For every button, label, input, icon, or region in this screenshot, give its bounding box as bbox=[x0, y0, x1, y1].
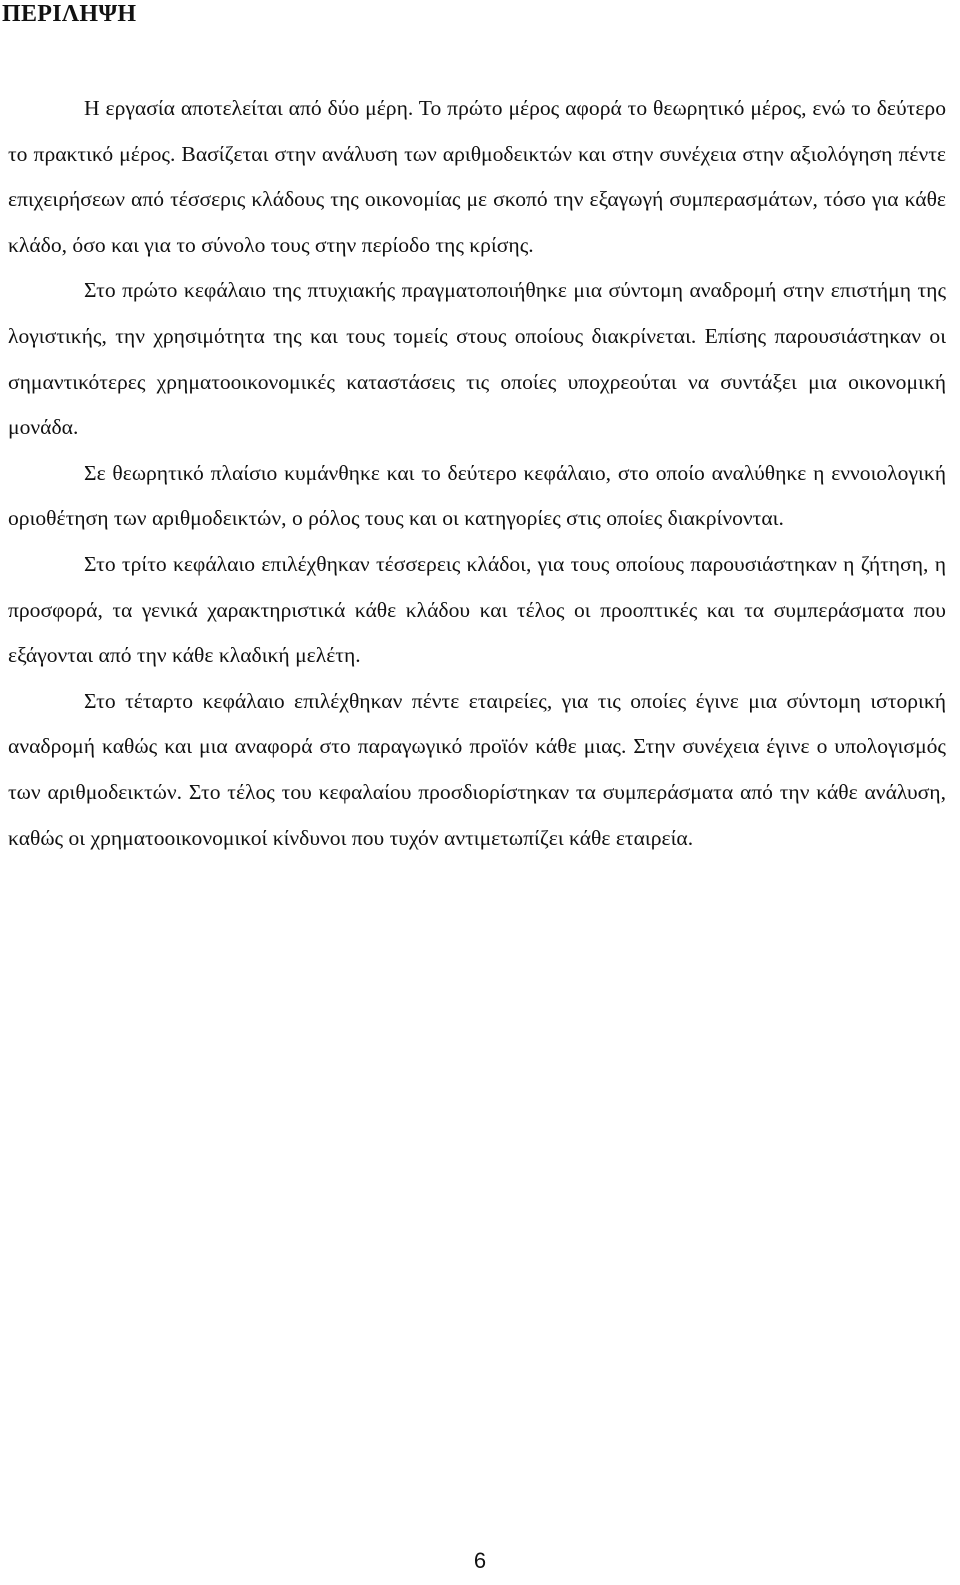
page-number: 6 bbox=[473, 1548, 487, 1573]
page-title: ΠΕΡΙΛΗΨΗ bbox=[2, 1, 137, 27]
abstract-body bbox=[8, 86, 946, 861]
paragraph-5: Στο τέταρτο κεφάλαιο επιλέχθηκαν πέντε εταιρείες, για τις οποίες έγινε μια σύντομη ιστορική αναδρομή καθώς και μια αναφορά στο παραγωγικό προϊόν κάθε μιας. Στην συνέχεια έγινε ο υπολογισμός των αριθμοδεικτών. Στο τέλος του κεφαλαίου προσδιορίστηκαν τα συμπεράσματα από την κάθε ανάλυση, καθώς οι χρηματοοικονομικοί κίνδυνοι που τυχόν αντιμετωπίζει κάθε εταιρεία. bbox=[8, 688, 946, 850]
paragraph-1: Η εργασία αποτελείται από δύο μέρη. Το πρώτο μέρος αφορά το θεωρητικό μέρος, ενώ το δεύτερο το πρακτικό μέρος. Βασίζεται στην ανάλυση των αριθμοδεικτών και στην συνέχεια στην αξιολόγηση πέντε επιχειρήσεων από τέσσερις κλάδους της οικονομίας με σκοπό την εξαγωγή συμπερασμάτων, τόσο για κάθε κλάδο, όσο και για το σύνολο τους στην περίοδο της κρίσης. bbox=[8, 96, 946, 257]
paragraph-3: Σε θεωρητικό πλαίσιο κυμάνθηκε και το δεύτερο κεφάλαιο, στο οποίο αναλύθηκε η εννοιολογική οριοθέτηση των αριθμοδεικτών, ο ρόλος τους και οι κατηγορίες στις οποίες διακρίνονται. bbox=[8, 460, 946, 531]
paragraph-2: Στο πρώτο κεφάλαιο της πτυχιακής πραγματοποιήθηκε μια σύντομη αναδρομή στην επιστήμη της λογιστικής, την χρησιμότητα της και τους τομείς στους οποίους διακρίνεται. Επίσης παρουσιάστηκαν οι σημαντικότερες χρηματοοικονομικές καταστάσεις τις οποίες υποχρεούται να συντάξει μια οικονομική μονάδα. bbox=[8, 278, 946, 440]
paragraph-4: Στο τρίτο κεφάλαιο επιλέχθηκαν τέσσερεις κλάδοι, για τους οποίους παρουσιάστηκαν η ζήτηση, η προσφορά, τα γενικά χαρακτηριστικά κάθε κλάδου και τέλος οι προοπτικές και τα συμπεράσματα που εξάγονται από την κάθε κλαδική μελέτη. bbox=[8, 551, 946, 668]
